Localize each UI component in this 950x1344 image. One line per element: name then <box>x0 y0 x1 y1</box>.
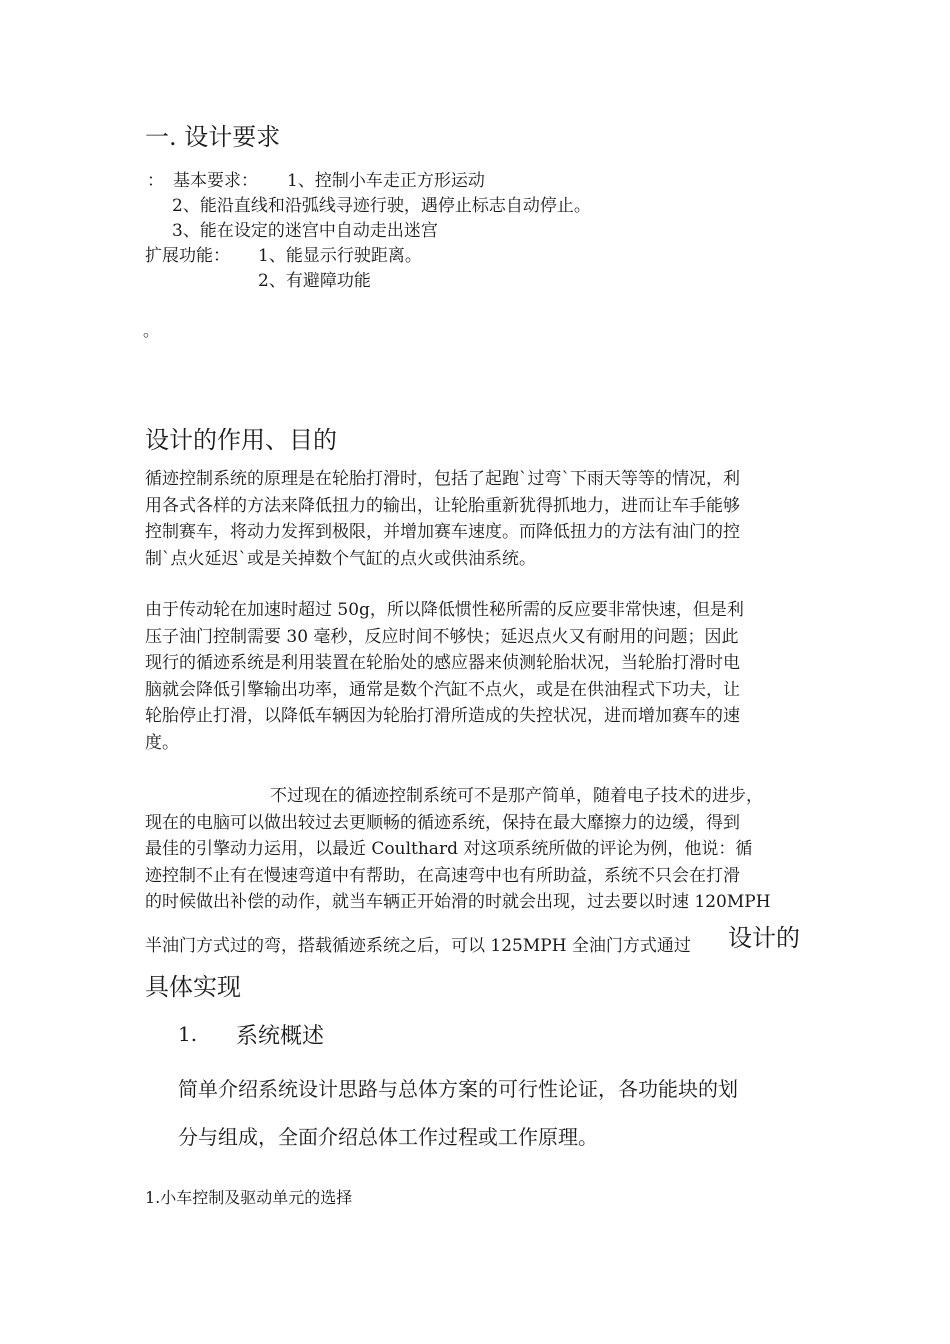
paragraph-line: 循迹控制系统的原理是在轮胎打滑时，包括了起跑`过弯`下雨天等等的情况，利 <box>145 469 740 489</box>
subsection-number: 1. <box>178 1022 198 1046</box>
requirement-2: 2、能沿直线和沿弧线寻迹行驶，遇停止标志自动停止。 <box>172 196 591 216</box>
extension-1: 1、能显示行驶距离。 <box>258 246 422 266</box>
paragraph-line: 最佳的引擎动力运用，以最近 Coulthard 对这项系统所做的评论为例，他说：循 <box>145 839 753 859</box>
paragraph-line: 度。 <box>145 732 179 753</box>
requirement-3: 3、能在设定的迷宫中自动走出迷宫 <box>172 221 438 241</box>
paragraph-3-last-line: 半油门方式过的弯，搭载循迹系统之后，可以 125MPH 全油门方式通过 <box>145 936 691 956</box>
paragraph-2 <box>145 597 807 756</box>
section2-heading: 设计的作用、目的 <box>145 426 337 454</box>
paragraph-line: 由于传动轮在加速时超过 50g，所以降低惯性秘所需的反应要非常快速，但是利 <box>145 600 744 620</box>
item-heading: 1.小车控制及驱动单元的选择 <box>145 1188 353 1207</box>
paragraph-3 <box>145 783 807 916</box>
overview-line-1: 简单介绍系统设计思路与总体方案的可行性论证，各功能块的划 <box>178 1077 738 1101</box>
section3-heading-part2: 具体实现 <box>145 973 241 1001</box>
paragraph-1 <box>145 466 807 572</box>
paragraph-line: 轮胎停止打滑，以降低车辆因为轮胎打滑所造成的失控状况，进而增加赛车的速 <box>145 706 740 726</box>
paragraph-line: 压子油门控制需要 30 毫秒，反应时间不够快；延迟点火又有耐用的问题；因此 <box>145 626 739 647</box>
stray-mark: 。 <box>143 321 160 340</box>
requirement-1: 1、控制小车走正方形运动 <box>287 171 485 191</box>
section1-heading: 一. 设计要求 <box>145 123 281 151</box>
basic-prefix: ： <box>147 171 164 191</box>
extension-label: 扩展功能： <box>145 246 230 266</box>
paragraph-line: 制`点火延迟`或是关掉数个气缸的点火或供油系统。 <box>145 548 536 569</box>
section3-heading-part1: 设计的 <box>728 924 800 952</box>
paragraph-line: 控制赛车，将动力发挥到极限，并增加赛车速度。而降低扭力的方法有油门的控 <box>145 522 740 542</box>
paragraph-line: 的时候做出补偿的动作，就当车辆正开始滑的时就会出现，过去要以时速 120MPH <box>145 892 771 912</box>
paragraph-line: 脑就会降低引擎输出功率，通常是数个汽缸不点火，或是在供油程式下功夫，让 <box>145 679 740 700</box>
paragraph-line: 现行的循迹系统是利用装置在轮胎处的感应器来侦测轮胎状况，当轮胎打滑时电 <box>145 653 740 673</box>
extension-2: 2、有避障功能 <box>258 271 371 291</box>
paragraph-line: 现在的电脑可以做出较过去更顺畅的循迹系统，保持在最大靡擦力的边缓，得到 <box>145 812 740 833</box>
basic-label: 基本要求： <box>173 171 258 191</box>
paragraph-line: 用各式各样的方法来降低扭力的输出，让轮胎重新犹得抓地力，进而让车手能够 <box>145 495 740 516</box>
overview-line-2: 分与组成，全面介绍总体工作过程或工作原理。 <box>178 1125 598 1149</box>
paragraph-line: 不过现在的循迹控制系统可不是那产简单，随着电子技术的进步， <box>270 786 763 806</box>
subsection-title: 系统概述 <box>236 1024 325 1049</box>
paragraph-line: 迹控制不止有在慢速弯道中有帮助，在高速弯中也有所助益，系统不只会在打滑 <box>145 865 740 886</box>
